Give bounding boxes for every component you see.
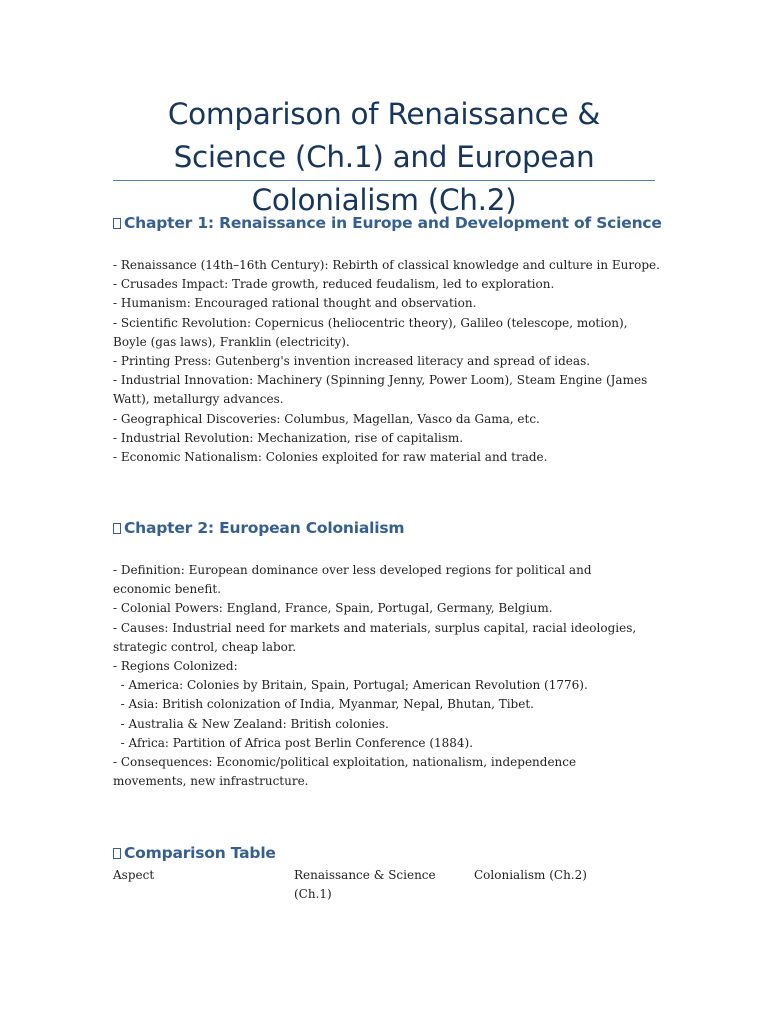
section-heading-label: Chapter 1: Renaissance in Europe and Development of Science	[124, 214, 662, 232]
section-heading-label: Chapter 2: European Colonialism	[124, 519, 405, 537]
table-header-cell: Renaissance & Science (Ch.1)	[294, 868, 436, 902]
list-item: - Causes: Industrial need for markets and materials, surplus capital, racial ideologies, strategic control, cheap labor.	[113, 620, 637, 654]
list-item: - Australia & New Zealand: British colonies.	[113, 716, 389, 731]
section-heading-chapter-1	[113, 213, 662, 233]
list-item: - Industrial Innovation: Machinery (Spinning Jenny, Power Loom), Steam Engine (James Watt), metallurgy advances.	[113, 373, 648, 407]
missing-glyph-icon	[113, 218, 121, 229]
list-item: - Africa: Partition of Africa post Berlin Conference (1884).	[113, 735, 474, 750]
list-item: - America: Colonies by Britain, Spain, Portugal; American Revolution (1776).	[113, 678, 588, 693]
missing-glyph-icon	[113, 523, 121, 534]
document-title: Comparison of Renaissance & Science (Ch.1) and European Colonialism (Ch.2)	[167, 97, 601, 217]
section-heading-label: Comparison Table	[124, 844, 276, 862]
title-underline	[113, 180, 655, 181]
table-header-cell: Colonialism (Ch.2)	[474, 868, 587, 882]
list-item: - Geographical Discoveries: Columbus, Magellan, Vasco da Gama, etc.	[113, 411, 540, 426]
table-header-cell: Aspect	[113, 868, 155, 882]
section-body-chapter-1	[113, 256, 660, 467]
list-item: - Economic Nationalism: Colonies exploited for raw material and trade.	[113, 450, 548, 465]
list-item: - Asia: British colonization of India, Myanmar, Nepal, Bhutan, Tibet.	[113, 697, 534, 712]
list-item: - Humanism: Encouraged rational thought and observation.	[113, 296, 477, 311]
list-item: - Consequences: Economic/political exploitation, nationalism, independence movements, new infrastructure.	[113, 755, 577, 789]
list-item: - Scientific Revolution: Copernicus (heliocentric theory), Galileo (telescope, motion), Boyle (gas laws), Franklin (electricity).	[113, 315, 628, 349]
list-item: - Printing Press: Gutenberg's invention increased literacy and spread of ideas.	[113, 354, 591, 369]
list-item: - Industrial Revolution: Mechanization, rise of capitalism.	[113, 430, 464, 445]
list-item: - Regions Colonized:	[113, 659, 238, 674]
section-heading-comparison-table	[113, 843, 276, 863]
list-item: - Colonial Powers: England, France, Spain, Portugal, Germany, Belgium.	[113, 601, 553, 616]
section-heading-chapter-2	[113, 518, 404, 538]
list-item: - Crusades Impact: Trade growth, reduced feudalism, led to exploration.	[113, 277, 555, 292]
missing-glyph-icon	[113, 848, 121, 859]
section-body-chapter-2	[113, 561, 653, 791]
list-item: - Definition: European dominance over less developed regions for political and economic benefit.	[113, 563, 592, 597]
list-item: - Renaissance (14th–16th Century): Rebirth of classical knowledge and culture in Europe.	[113, 258, 660, 272]
